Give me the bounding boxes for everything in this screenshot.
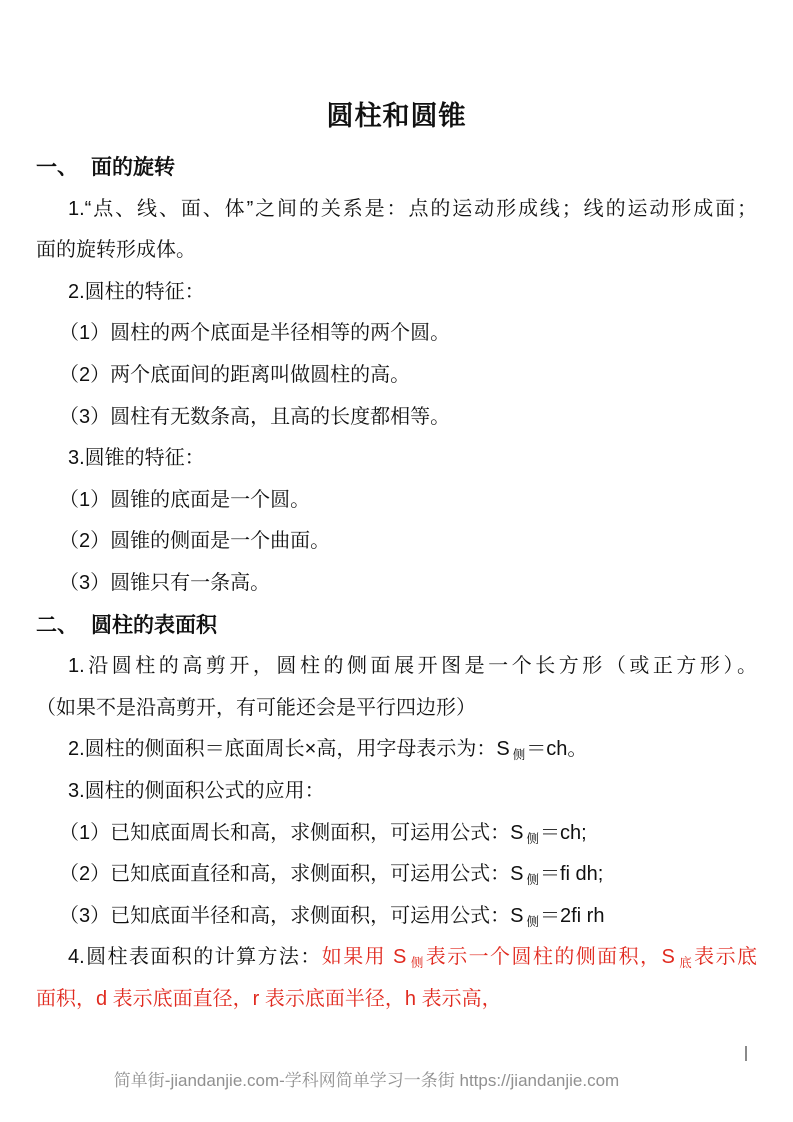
subscript-text: 侧 <box>512 748 526 763</box>
paragraph-line <box>36 521 757 563</box>
paragraph-line <box>36 563 757 605</box>
text-segment: ＝ch。 <box>526 738 588 761</box>
text-segment: 3.圆柱的侧面积公式的应用： <box>68 779 325 802</box>
heading-label: 圆柱的表面积 <box>91 613 217 637</box>
document-body <box>36 147 757 1020</box>
paragraph-line <box>36 979 757 1021</box>
subscript-text: 底 <box>677 956 694 971</box>
text-segment: 2.圆柱的侧面积＝底面周长×高，用字母表示为：S <box>68 738 510 761</box>
text-segment: 面积，d 表示底面直径，r 表示底面半径，h 表示高， <box>36 987 502 1010</box>
paragraph-line <box>36 397 757 439</box>
heading-number: 二、 <box>36 613 78 637</box>
paragraph-line <box>36 438 757 480</box>
text-segment: 表示一个圆柱的侧面积，S <box>425 946 675 969</box>
paragraph-line <box>36 230 757 272</box>
text-segment: （2）已知底面直径和高，求侧面积，可运用公式：S <box>59 863 524 886</box>
text-segment: （1）圆柱的两个底面是半径相等的两个圆。 <box>59 322 451 345</box>
text-segment: （2）两个底面间的距离叫做圆柱的高。 <box>59 363 411 386</box>
subscript-text: 侧 <box>409 956 425 971</box>
paragraph-line <box>36 688 757 730</box>
heading-number: 一、 <box>36 156 78 179</box>
paragraph-line <box>36 480 757 522</box>
text-segment: ＝2ﬁ rh <box>539 904 605 927</box>
paragraph-line <box>36 896 757 938</box>
paragraph-line <box>36 771 757 813</box>
paragraph-line <box>36 313 757 355</box>
text-segment: （1）已知底面周长和高，求侧面积，可运用公式：S <box>59 821 524 844</box>
paragraph-line <box>36 272 757 314</box>
text-segment: 1.“点、线、面、体”之间的关系是：点的运动形成线；线的运动形成面； <box>68 197 757 220</box>
text-segment: 如果用 S <box>321 946 407 969</box>
text-segment: （如果不是沿高剪开，有可能还会是平行四边形） <box>36 696 476 719</box>
text-segment: （3）圆锥只有一条高。 <box>59 571 271 594</box>
paragraph-line <box>36 646 757 688</box>
text-segment: （3）已知底面半径和高，求侧面积，可运用公式：S <box>59 904 524 927</box>
subscript-text: 侧 <box>526 873 539 888</box>
paragraph-line <box>36 854 757 896</box>
text-cursor-mark <box>745 1046 747 1061</box>
subscript-text: 侧 <box>526 914 539 929</box>
text-segment: 4.圆柱表面积的计算方法： <box>68 946 322 969</box>
heading-label: 面的旋转 <box>91 156 175 179</box>
text-segment: 1.沿圆柱的高剪开，圆柱的侧面展开图是一个长方形（或正方形）。 <box>68 655 757 678</box>
paragraph-line <box>36 813 757 855</box>
text-segment: 2.圆柱的特征： <box>68 280 205 303</box>
paragraph-line <box>36 729 757 771</box>
text-segment: ＝ﬁ dh; <box>539 863 604 886</box>
subscript-text: 侧 <box>526 831 539 846</box>
text-segment: （2）圆锥的侧面是一个曲面。 <box>59 530 331 553</box>
text-segment: （3）圆柱有无数条高，且高的长度都相等。 <box>59 405 451 428</box>
text-segment: 3.圆锥的特征： <box>68 447 205 470</box>
section-heading <box>36 147 757 189</box>
text-segment: （1）圆锥的底面是一个圆。 <box>59 488 311 511</box>
paragraph-line <box>36 937 757 979</box>
paragraph-line <box>36 355 757 397</box>
watermark-footer: 简单街-jiandanjie.com-学科网简单学习一条街 https://jiandanjie.com <box>113 1071 620 1090</box>
paragraph-line <box>36 189 757 231</box>
text-segment: 面的旋转形成体。 <box>36 239 196 262</box>
text-segment: ＝ch; <box>539 821 587 844</box>
text-segment: 表示底 <box>694 946 758 969</box>
page-title: 圆柱和圆锥 <box>326 101 467 131</box>
section-heading <box>36 605 757 647</box>
